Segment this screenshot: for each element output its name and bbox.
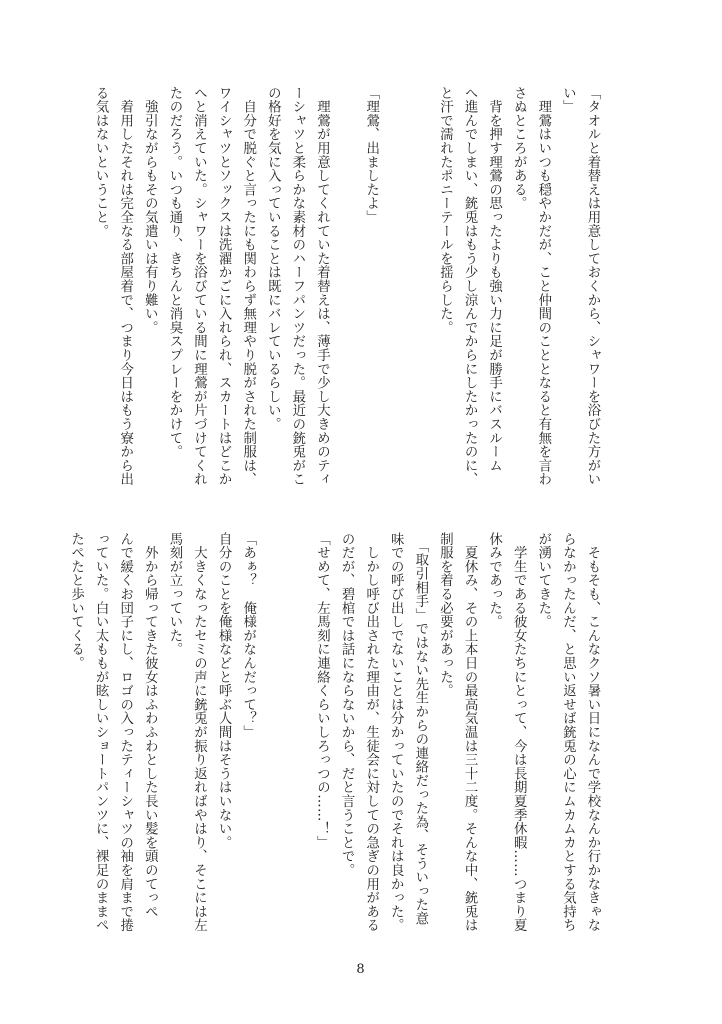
- text-line: 「理鶯、出ましたよ」: [363, 86, 379, 224]
- text-line: たのだろう。いつも通り、きちんと消臭スプレーをかけて。: [166, 86, 182, 459]
- text-line: 「あぁ？ 俺様がなんだって？」: [240, 532, 256, 739]
- text-line: 背を押す理鶯の思ったよりも強い力に足が勝手にバスルーム: [486, 86, 502, 473]
- text-line: 理鶯が用意してくれていた着替えは、薄手で少し大きめのティ: [314, 86, 330, 487]
- text-line: 夏休み、その上本日の最高気温は三十二度。そんな中、銃兎は: [462, 532, 478, 933]
- text-line: 大きくなったセミの声に銃兎が振り返ればやはり、そこには左: [191, 532, 207, 933]
- text-line: 理鶯はいつも穏やかだが、こと仲間のこととなると有無を言わ: [535, 86, 551, 487]
- text-line: と汗で濡れたポニーテールを揺らした。: [437, 86, 453, 335]
- text-line: っていた。白い太ももが眩しいショートパンツに、裸足のままペ: [93, 532, 109, 933]
- text-line: 学生である彼女たちにとって、今は長期夏季休暇……つまり夏: [511, 532, 527, 933]
- blank-line: [383, 86, 408, 494]
- text-line: 制服を着る必要があった。: [437, 532, 453, 698]
- text-line: 休みであった。: [486, 532, 502, 629]
- text-line: んで緩くお団子にし、ロゴの入ったティーシャツの袖を肩まで捲: [117, 532, 133, 933]
- text-line: 「タオルと着替えは用意しておくから、シャワーを浴びた方がい: [585, 86, 600, 487]
- text-line: そもそも、こんなクソ暑い日になんで学校なんか行かなきゃな: [585, 532, 600, 933]
- text-line: さぬところがある。: [511, 86, 527, 211]
- blank-line: [333, 86, 358, 494]
- page-number: 8: [356, 962, 366, 977]
- text-line: い」: [560, 86, 576, 114]
- text-block-bottom: [68, 532, 604, 933]
- blank-line: [284, 532, 309, 932]
- text-line: の格好を気に入っていることは既にバレているらしい。: [265, 86, 281, 431]
- text-line: 「取引相手」ではない先生からの連絡だった為、そういった意: [412, 532, 428, 926]
- text-line: しかし呼び出された理由が、生徒会に対しての急ぎの用がある: [363, 532, 379, 933]
- text-line: のだが、碧棺では話にならないから、だと言うことで。: [339, 532, 355, 877]
- text-line: 味での呼び出しでないことは分かっていたのでそれは良かった。: [388, 532, 404, 933]
- blank-line: [407, 86, 432, 494]
- text-line: たぺたと歩いてくる。: [68, 532, 84, 670]
- text-line: 外から帰ってきた彼女はふわふわとした長い髪を頭のてっぺ: [142, 532, 158, 919]
- text-line: ワイシャツとソックスは洗濯かごに入れられ、スカートはどこか: [216, 86, 232, 487]
- text-line: らなかったんだ、と思い返せば銃兎の心にムカムカとする気持ち: [560, 532, 576, 933]
- text-line: へ進んでしまい、銃兎はもう少し涼んでからにしたかったのに、: [462, 86, 478, 487]
- text-line: 「せめて、左馬刻に連絡くらいしろっつの……！」: [314, 532, 330, 850]
- text-line: へと消えていた。シャワーを浴びている間に理鶯が片づけてくれ: [191, 86, 207, 487]
- blank-line: [260, 532, 285, 932]
- text-line: ーシャツと柔らかな素材のハーフパンツだった。最近の銃兎がこ: [289, 86, 305, 487]
- text-line: 自分のことを俺様などと呼ぶ人間はそうはいない。: [216, 532, 232, 850]
- text-line: る気はないということ。: [93, 86, 109, 238]
- text-line: 強引ながらもその気遣いは有り難い。: [142, 86, 158, 335]
- text-block-top: [93, 86, 604, 494]
- text-line: が湧いてきた。: [535, 532, 551, 629]
- text-line: 馬刻が立っていた。: [166, 532, 182, 657]
- text-line: 自分で脱ぐと言ったにも関わらず無理やり脱がされた制服は、: [240, 86, 256, 487]
- text-line: 着用したそれは完全なる部屋着で、つまり今日はもう寮から出: [117, 86, 133, 487]
